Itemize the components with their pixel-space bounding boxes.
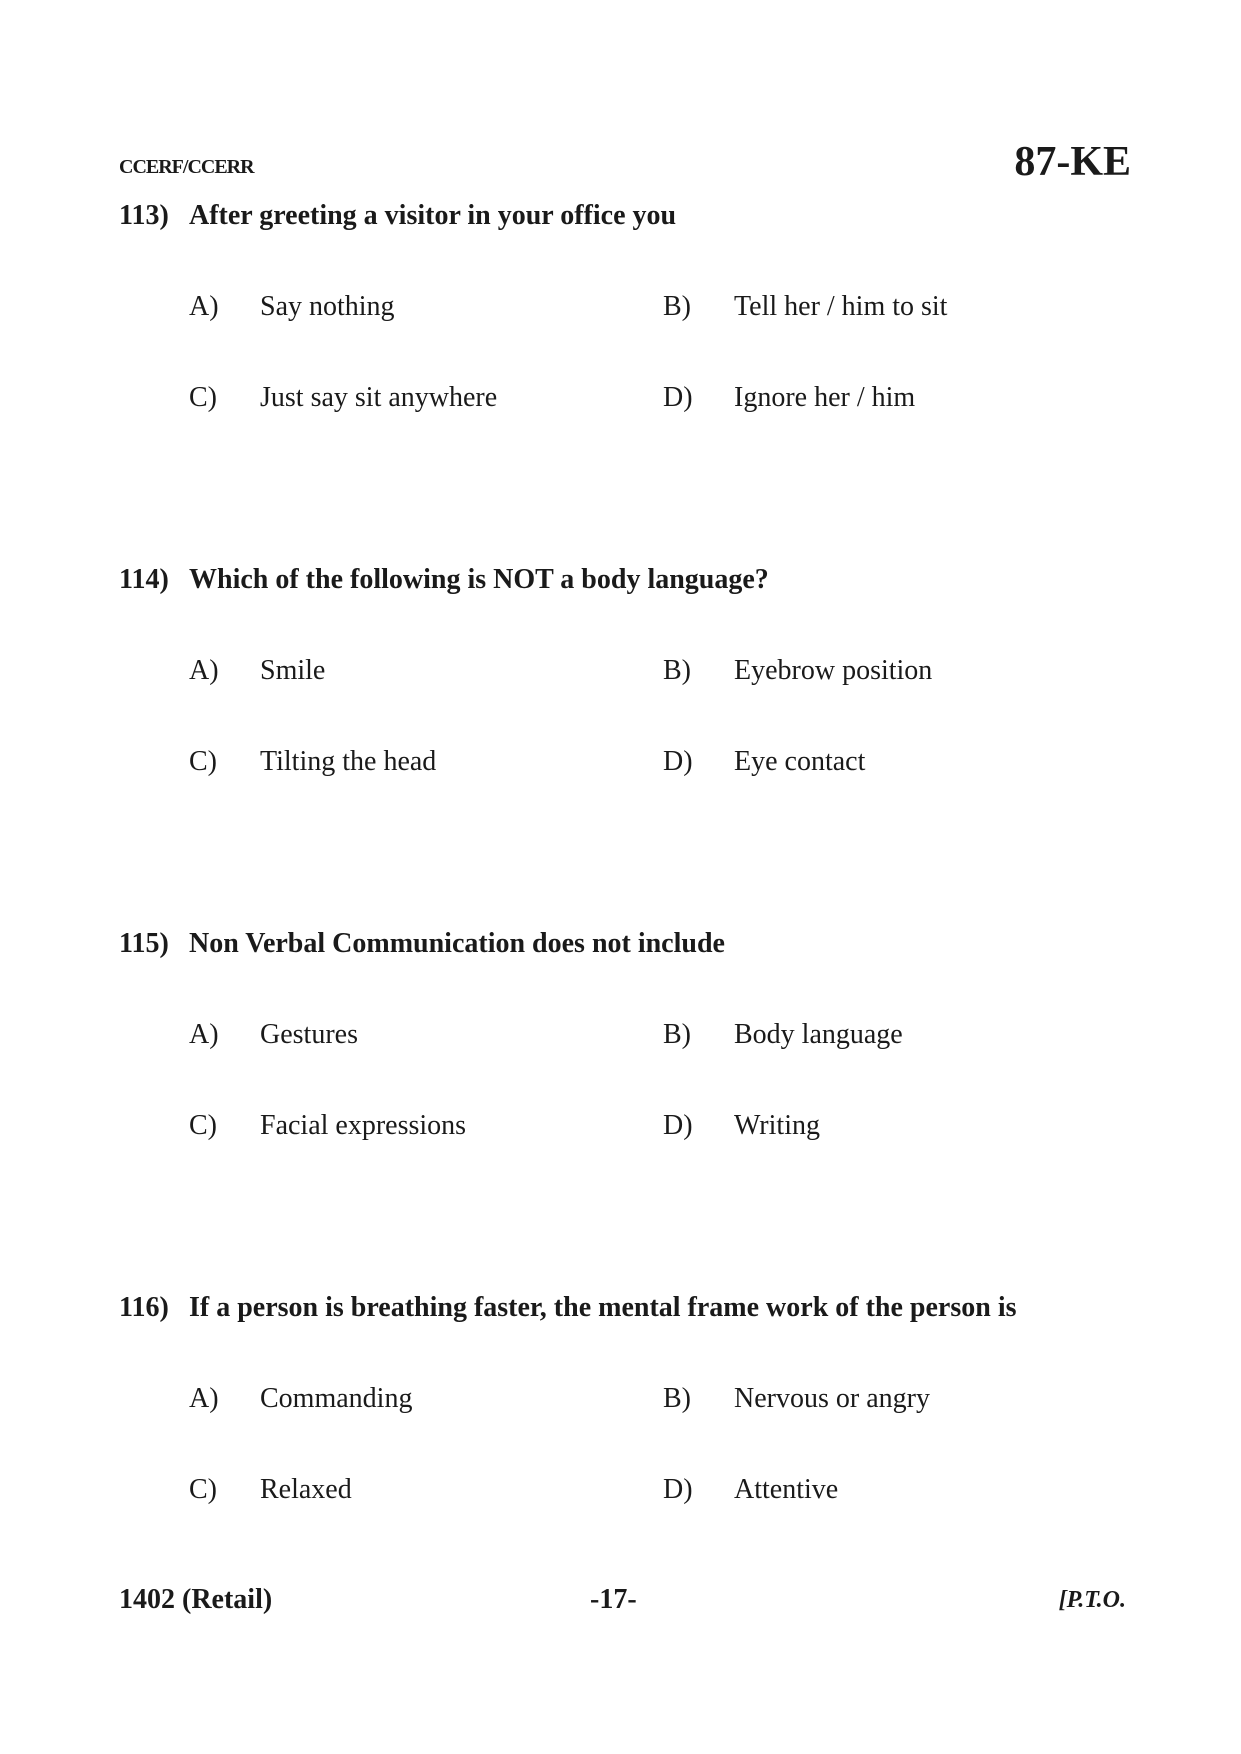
option-letter: D) <box>663 382 693 413</box>
question-stem <box>119 1288 1129 1328</box>
question-text: After greeting a visitor in your office you <box>189 200 677 231</box>
question-text: If a person is breathing faster, the mental frame work of the person is <box>189 1292 1017 1323</box>
option-letter: B) <box>663 1019 691 1050</box>
option-letter: C) <box>189 1110 217 1141</box>
option-letter: D) <box>663 1110 693 1141</box>
options-row <box>119 287 1129 327</box>
question-stem <box>119 924 1129 964</box>
option-letter: A) <box>189 291 219 322</box>
page-number: -17- <box>590 1584 637 1615</box>
option-letter: C) <box>189 1474 217 1505</box>
question-number: 114) <box>119 564 169 595</box>
option-letter: B) <box>663 655 691 686</box>
option-text: Gestures <box>260 1019 358 1050</box>
option-text: Relaxed <box>260 1474 352 1505</box>
option-text: Just say sit anywhere <box>260 382 498 413</box>
options-row <box>119 378 1129 418</box>
question-text: Non Verbal Communication does not include <box>189 928 725 959</box>
option-letter: A) <box>189 1019 219 1050</box>
options-row <box>119 651 1129 691</box>
options-row <box>119 1106 1129 1146</box>
please-turn-over: [P.T.O. <box>1058 1587 1126 1613</box>
question-113 <box>119 196 1129 418</box>
option-letter: C) <box>189 746 217 777</box>
question-stem <box>119 196 1129 236</box>
question-number: 116) <box>119 1292 169 1323</box>
option-text: Nervous or angry <box>734 1383 930 1414</box>
option-letter: B) <box>663 291 691 322</box>
option-text: Commanding <box>260 1383 413 1414</box>
options-row <box>119 1470 1129 1510</box>
option-letter: D) <box>663 746 693 777</box>
option-letter: A) <box>189 1383 219 1414</box>
option-text: Ignore her / him <box>734 382 916 413</box>
options-row <box>119 1379 1129 1419</box>
option-text: Tilting the head <box>260 746 437 777</box>
options-row <box>119 742 1129 782</box>
option-letter: D) <box>663 1474 693 1505</box>
option-text: Writing <box>734 1110 820 1141</box>
option-text: Eye contact <box>734 746 866 777</box>
option-letter: A) <box>189 655 219 686</box>
option-letter: C) <box>189 382 217 413</box>
paper-code: 87-KE <box>1014 139 1131 185</box>
option-text: Facial expressions <box>260 1110 467 1141</box>
option-text: Eyebrow position <box>734 655 933 686</box>
option-text: Attentive <box>734 1474 839 1505</box>
option-text: Smile <box>260 655 326 686</box>
question-text: Which of the following is NOT a body language? <box>189 564 769 595</box>
option-letter: B) <box>663 1383 691 1414</box>
series-code: CCERF/CCERR <box>119 156 254 178</box>
question-115 <box>119 924 1129 1146</box>
question-114 <box>119 560 1129 782</box>
booklet-code: 1402 (Retail) <box>119 1584 273 1615</box>
question-number: 113) <box>119 200 169 231</box>
question-116 <box>119 1288 1129 1510</box>
question-stem <box>119 560 1129 600</box>
option-text: Tell her / him to sit <box>734 291 948 322</box>
option-text: Body language <box>734 1019 903 1050</box>
option-text: Say nothing <box>260 291 395 322</box>
options-row <box>119 1015 1129 1055</box>
question-number: 115) <box>119 928 169 959</box>
